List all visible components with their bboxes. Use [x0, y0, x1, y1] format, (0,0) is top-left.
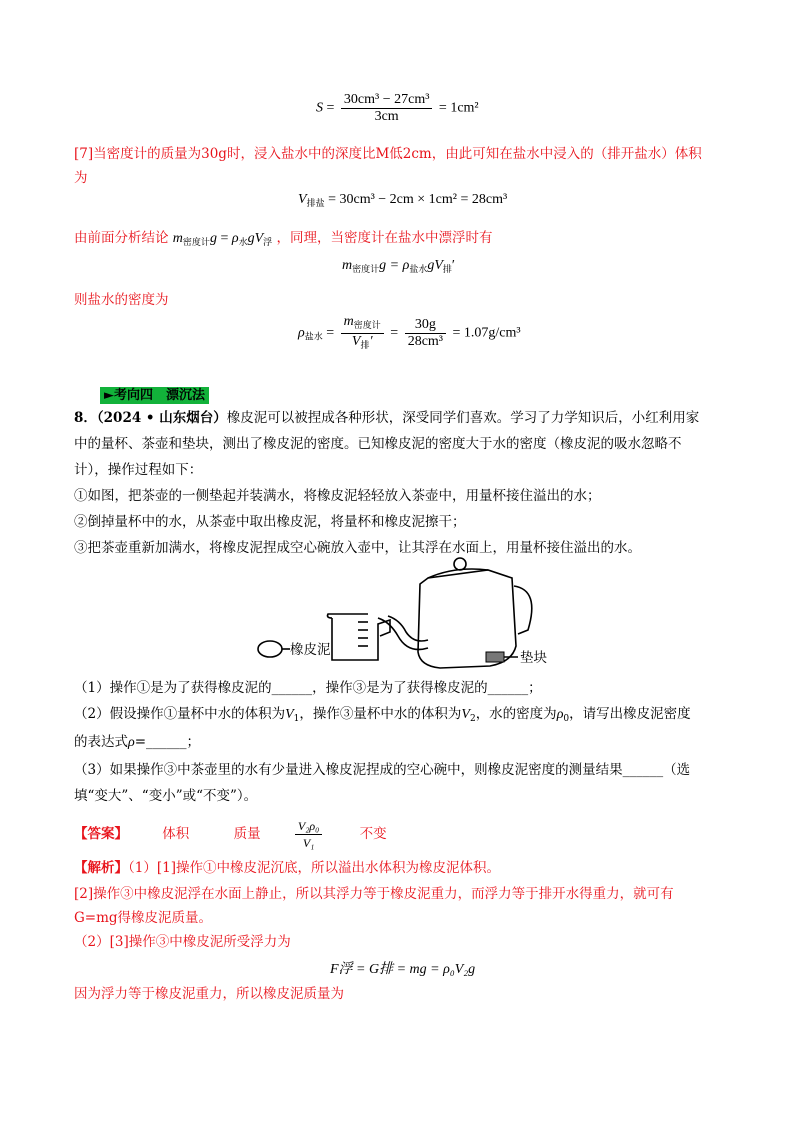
beaker-shape	[332, 618, 390, 660]
teapot-lid-knob	[454, 558, 466, 570]
solution-line-7-cont: 为	[74, 170, 88, 186]
sub-question-3-cont: 填“变大”、“变小”或“不变”）。	[74, 788, 258, 804]
eq-numerator: 30cm³ − 27cm³	[341, 92, 433, 109]
question-8-line-3: 计），操作过程如下：	[74, 462, 203, 478]
question-8-step-1: ①如图，把茶壶的一侧垫起并装满水，将橡皮泥轻轻放入茶壶中，用量杯接住溢出的水；	[74, 488, 601, 504]
question-8-step-3: ③把茶壶重新加满水，将橡皮泥捏成空心碗放入壶中，让其浮在水面上，用量杯接住溢出的水。	[74, 540, 641, 556]
equation-brine-density: $\rho_{盐水}$ = $\frac{m_{密度计}}{V_排'}$ = $\frac{30g}{\text{28cm³}}$ = 1.07g/cm³	[298, 314, 521, 350]
section-tag: ►考向四 漂沉法	[100, 384, 209, 403]
analysis-line-4: （2）[3]操作③中橡皮泥所受浮力为	[74, 934, 291, 950]
solution-conclusion: 由前面分析结论 $m_{密度计}g = \rho_水gV_浮$ ，同理，当密度计在盐水中漂浮时有	[74, 230, 493, 247]
eq-denominator: 3cm	[374, 109, 399, 124]
answer-row: 【答案】 体积 质量 $\frac{\text{V₂ρ₀}}{\text{V₁}}$ 不变	[74, 819, 387, 850]
analysis-line-5: 因为浮力等于橡皮泥重力，所以橡皮泥质量为	[74, 986, 344, 1002]
label-block: 垫块	[520, 650, 547, 666]
analysis-line-1: 【解析】（1）[1]操作①中橡皮泥沉底，所以溢出水体积为橡皮泥体积。	[74, 860, 500, 876]
sub-question-1: （1）操作①是为了获得橡皮泥的______，操作③是为了获得橡皮泥的______；	[74, 680, 542, 696]
equation-buoyancy: F浮 = G排 = mg = ρ₀V₂g	[330, 962, 476, 977]
teapot-handle	[514, 586, 532, 634]
question-8-line-1: 8．（2024 • 山东烟台）橡皮泥可以被捏成各种形状，深受同学们喜欢。学习了力学知识后，小红利用家	[74, 410, 700, 426]
sub-question-2: （2）假设操作①量杯中水的体积为$V_1$，操作③量杯中水的体积为$V_2$，水的密度为$\rho_0$，请写出橡皮泥密度	[74, 706, 691, 724]
equation-float-balance: $m_{密度计}g = \rho_{盐水}gV_排'$	[342, 258, 455, 274]
analysis-line-3: G=mg得橡皮泥质量。	[74, 910, 213, 926]
sub-question-3: （3）如果操作③中茶壶里的水有少量进入橡皮泥捏成的空心碗中，则橡皮泥密度的测量结果______（选	[74, 762, 691, 778]
question-8-step-2: ②倒掉量杯中的水，从茶壶中取出橡皮泥，将量杯和橡皮泥擦干；	[74, 514, 466, 530]
clay-shape	[258, 641, 282, 657]
equation-displaced-volume: $V_{排盐} = 30cm^3 - 2cm \times 1cm^2 = 28cm^3$	[298, 192, 508, 208]
solution-density-intro: 则盐水的密度为	[74, 292, 169, 308]
equation-area: S = $\frac{\text{30cm³ − 27cm³}}{3cm}$ = 1cm²	[316, 92, 479, 124]
solution-line-7: [7]当密度计的质量为30g时，浸入盐水中的深度比M低2cm，由此可知在盐水中浸入的（排开盐水）体积	[74, 146, 702, 162]
teapot-figure	[250, 556, 550, 674]
question-8-line-2: 中的量杯、茶壶和垫块，测出了橡皮泥的密度。已知橡皮泥的密度大于水的密度（橡皮泥的吸水忽略不	[74, 436, 682, 452]
block-shape	[486, 652, 504, 662]
label-clay: 橡皮泥	[290, 642, 331, 658]
sub-question-2-cont: 的表达式ρ=______；	[74, 734, 201, 750]
analysis-line-2: [2]操作③中橡皮泥浮在水面上静止，所以其浮力等于橡皮泥重力，而浮力等于排开水得重力，就可有	[74, 886, 674, 902]
